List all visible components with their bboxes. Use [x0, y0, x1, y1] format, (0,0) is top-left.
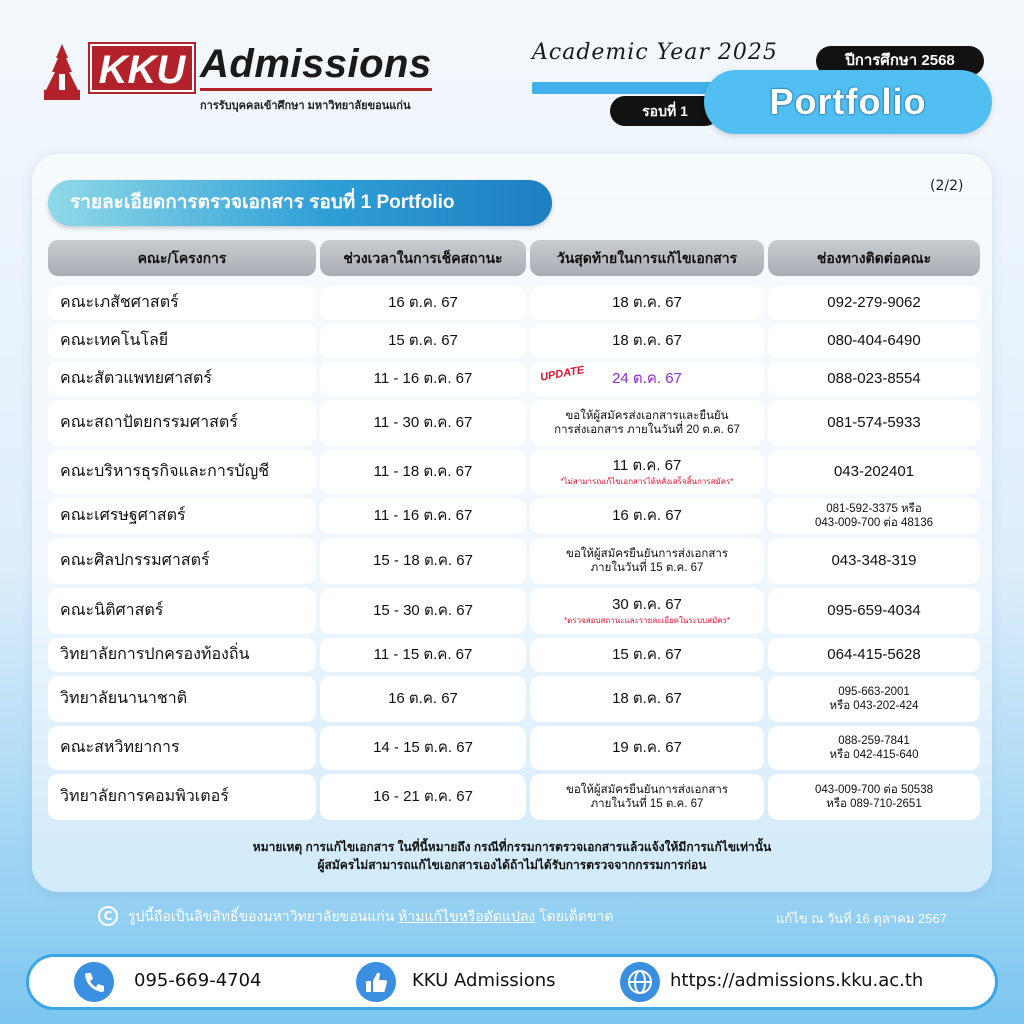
contact-cell-text: 095-663-2001 [838, 685, 910, 698]
contact-cell [768, 588, 980, 634]
logo-underline [200, 88, 432, 91]
deadline-cell [530, 676, 764, 722]
footnote [60, 838, 964, 874]
copyright-notice: รูปนี้ถือเป็นลิขสิทธิ์ของมหาวิทยาลัยขอนแก่น ห้ามแก้ไขหรือดัดแปลง โดยเด็ดขาด [128, 908, 614, 924]
deadline-cell [530, 538, 764, 584]
deadline-cell [530, 726, 764, 770]
faculty-cell-text: คณะนิติศาสตร์ [60, 602, 164, 619]
period-cell [320, 450, 526, 494]
period-cell [320, 774, 526, 820]
deadline-cell-text-line2: การส่งเอกสาร ภายในวันที่ 20 ต.ค. 67 [554, 424, 740, 436]
contact-website[interactable]: https://admissions.kku.ac.th [670, 970, 924, 991]
deadline-cell-text: 19 ต.ค. 67 [612, 738, 682, 756]
faculty-cell [48, 774, 316, 820]
decor-blue-bar [532, 82, 732, 94]
contact-cell [768, 400, 980, 446]
faculty-cell-text: คณะสถาปัตยกรรมศาสตร์ [60, 414, 238, 431]
contact-cell-text-line2: หรือ 042-415-640 [829, 749, 919, 761]
col-header-deadline: วันสุดท้ายในการแก้ไขเอกสาร [530, 240, 764, 276]
col-header-faculty: คณะ/โครงการ [48, 240, 316, 276]
kku-emblem-icon [42, 44, 82, 100]
panel-title: รายละเอียดการตรวจเอกสาร รอบที่ 1 Portfolio [48, 180, 552, 226]
period-cell-text: 11 - 18 ต.ค. 67 [373, 462, 473, 480]
faculty-cell-text: คณะศิลปกรรมศาสตร์ [60, 552, 210, 569]
deadline-cell [530, 638, 764, 672]
faculty-cell [48, 538, 316, 584]
contact-cell-text: 088-259-7841 [838, 734, 910, 747]
period-cell-text: 14 - 15 ต.ค. 67 [373, 738, 473, 756]
deadline-cell [530, 774, 764, 820]
faculty-cell-text: คณะเศรษฐศาสตร์ [60, 507, 186, 524]
faculty-cell-text: วิทยาลัยการปกครองท้องถิ่น [60, 646, 250, 663]
period-cell-text: 16 - 21 ต.ค. 67 [373, 787, 473, 805]
period-cell-text: 15 ต.ค. 67 [388, 331, 458, 349]
contact-cell [768, 774, 980, 820]
deadline-cell [530, 588, 764, 634]
contact-cell [768, 676, 980, 722]
contact-cell-text: 095-659-4034 [827, 601, 921, 619]
faculty-cell-text: วิทยาลัยนานาชาติ [60, 690, 188, 707]
col-header-contact: ช่องทางติดต่อคณะ [768, 240, 980, 276]
faculty-cell [48, 498, 316, 534]
deadline-cell [530, 498, 764, 534]
contact-facebook[interactable]: KKU Admissions [412, 970, 556, 991]
contact-cell [768, 286, 980, 320]
faculty-cell [48, 286, 316, 320]
contact-cell-text: 081-574-5933 [827, 413, 921, 431]
deadline-cell-text: ขอให้ผู้สมัครยืนยันการส่งเอกสาร [565, 547, 729, 560]
faculty-cell-text: คณะบริหารธุรกิจและการบัญชี [60, 463, 270, 480]
contact-cell-text: 080-404-6490 [827, 331, 921, 349]
contact-cell-text: 043-348-319 [831, 551, 917, 569]
academic-year-label: Academic Year 2025 [532, 40, 778, 65]
faculty-cell-text: คณะสหวิทยาการ [60, 739, 180, 756]
deadline-cell-text-line2: ภายในวันที่ 15 ต.ค. 67 [590, 798, 704, 810]
facebook-like-icon [356, 962, 396, 1002]
faculty-cell [48, 324, 316, 358]
period-cell [320, 362, 526, 396]
faculty-cell-text: คณะเภสัชศาสตร์ [60, 294, 179, 311]
period-cell [320, 638, 526, 672]
contact-cell-text: 092-279-9062 [827, 293, 921, 311]
period-cell-text: 16 ต.ค. 67 [388, 293, 458, 311]
faculty-cell [48, 450, 316, 494]
contact-cell [768, 538, 980, 584]
deadline-cell-text: ขอให้ผู้สมัครยืนยันการส่งเอกสาร [565, 783, 729, 796]
period-cell [320, 676, 526, 722]
deadline-cell-text: 18 ต.ค. 67 [612, 689, 682, 707]
period-cell-text: 15 - 30 ต.ค. 67 [373, 601, 473, 619]
thai-year-badge: ปีการศึกษา 2568 [816, 46, 984, 76]
deadline-cell [530, 400, 764, 446]
deadline-cell [530, 286, 764, 320]
deadline-cell-text: 11 ต.ค. 67 [612, 456, 682, 474]
logo-subtitle: การรับบุคคลเข้าศึกษา มหาวิทยาลัยขอนแก่น [200, 100, 411, 112]
deadline-cell-text: 24 ต.ค. 67 [612, 369, 682, 387]
period-cell-text: 16 ต.ค. 67 [388, 689, 458, 707]
period-cell-text: 11 - 16 ต.ค. 67 [373, 506, 473, 524]
contact-cell [768, 450, 980, 494]
contact-cell-text-line2: หรือ 089-710-2651 [826, 798, 922, 810]
page-indicator: (2/2) [930, 178, 964, 194]
footnote-line-2: ผู้สมัครไม่สามารถแก้ไขเอกสารเองได้ถ้าไม่ได้รับการตรวจจากกรรมการก่อน [317, 858, 707, 872]
faculty-cell-text: คณะเทคโนโลยี [60, 332, 169, 349]
deadline-cell-text: 18 ต.ค. 67 [612, 293, 682, 311]
col-header-period: ช่วงเวลาในการเช็คสถานะ [320, 240, 526, 276]
period-cell [320, 726, 526, 770]
period-cell [320, 498, 526, 534]
period-cell [320, 400, 526, 446]
faculty-cell [48, 726, 316, 770]
deadline-note: *ไม่สามารถแก้ไขเอกสารได้หลังเสร็จสิ้นการสมัคร* [560, 477, 734, 487]
deadline-cell-text: 18 ต.ค. 67 [612, 331, 682, 349]
contact-cell-text-line2: 043-009-700 ต่อ 48136 [815, 517, 933, 529]
deadline-cell-text-line2: ภายในวันที่ 15 ต.ค. 67 [590, 562, 704, 574]
deadline-cell [530, 450, 764, 494]
period-cell-text: 15 - 18 ต.ค. 67 [373, 551, 473, 569]
faculty-cell [48, 362, 316, 396]
logo-wordmark: Admissions [200, 42, 432, 86]
contact-cell [768, 362, 980, 396]
faculty-cell [48, 638, 316, 672]
deadline-cell-text: ขอให้ผู้สมัครส่งเอกสารและยืนยัน [565, 409, 729, 422]
period-cell-text: 11 - 15 ต.ค. 67 [373, 645, 473, 663]
contact-cell-text: 088-023-8554 [827, 369, 921, 387]
portfolio-badge: Portfolio [704, 70, 992, 134]
contact-cell [768, 726, 980, 770]
edit-date: แก้ไข ณ วันที่ 16 ตุลาคม 2567 [776, 911, 947, 926]
deadline-note: *ตรวจสอบสถานะและรายละเอียดในระบบสมัคร* [563, 616, 731, 626]
deadline-cell-text: 15 ต.ค. 67 [612, 645, 682, 663]
contact-cell [768, 638, 980, 672]
phone-icon [74, 962, 114, 1002]
contact-cell [768, 498, 980, 534]
round-badge: รอบที่ 1 [610, 96, 720, 126]
period-cell [320, 324, 526, 358]
contact-cell-text: 081-592-3375 หรือ [826, 502, 922, 515]
period-cell [320, 286, 526, 320]
contact-phone[interactable]: 095-669-4704 [134, 970, 262, 991]
period-cell-text: 11 - 16 ต.ค. 67 [373, 369, 473, 387]
period-cell [320, 588, 526, 634]
logo-kku-box: KKU [90, 44, 194, 92]
contact-cell-text: 043-009-700 ต่อ 50538 [815, 783, 933, 796]
period-cell [320, 538, 526, 584]
deadline-cell-text: 16 ต.ค. 67 [612, 506, 682, 524]
faculty-cell [48, 588, 316, 634]
faculty-cell [48, 676, 316, 722]
contact-cell-text: 043-202401 [833, 462, 915, 480]
globe-icon [620, 962, 660, 1002]
period-cell-text: 11 - 30 ต.ค. 67 [373, 413, 473, 431]
faculty-cell-text: วิทยาลัยการคอมพิวเตอร์ [60, 788, 229, 805]
faculty-cell [48, 400, 316, 446]
contact-cell-text: 064-415-5628 [827, 645, 921, 663]
copyright-icon: C [98, 906, 118, 926]
faculty-cell-text: คณะสัตวแพทยศาสตร์ [60, 370, 212, 387]
update-badge: UPDATE [539, 364, 586, 384]
contact-cell [768, 324, 980, 358]
contact-cell-text-line2: หรือ 043-202-424 [829, 700, 919, 712]
footnote-line-1: หมายเหตุ การแก้ไขเอกสาร ในที่นี้หมายถึง กรณีที่กรรมการตรวจเอกสารแล้วแจ้งให้มีการแก้ไขเท่านั้น [252, 840, 772, 854]
deadline-cell [530, 324, 764, 358]
deadline-cell-text: 30 ต.ค. 67 [612, 595, 682, 613]
